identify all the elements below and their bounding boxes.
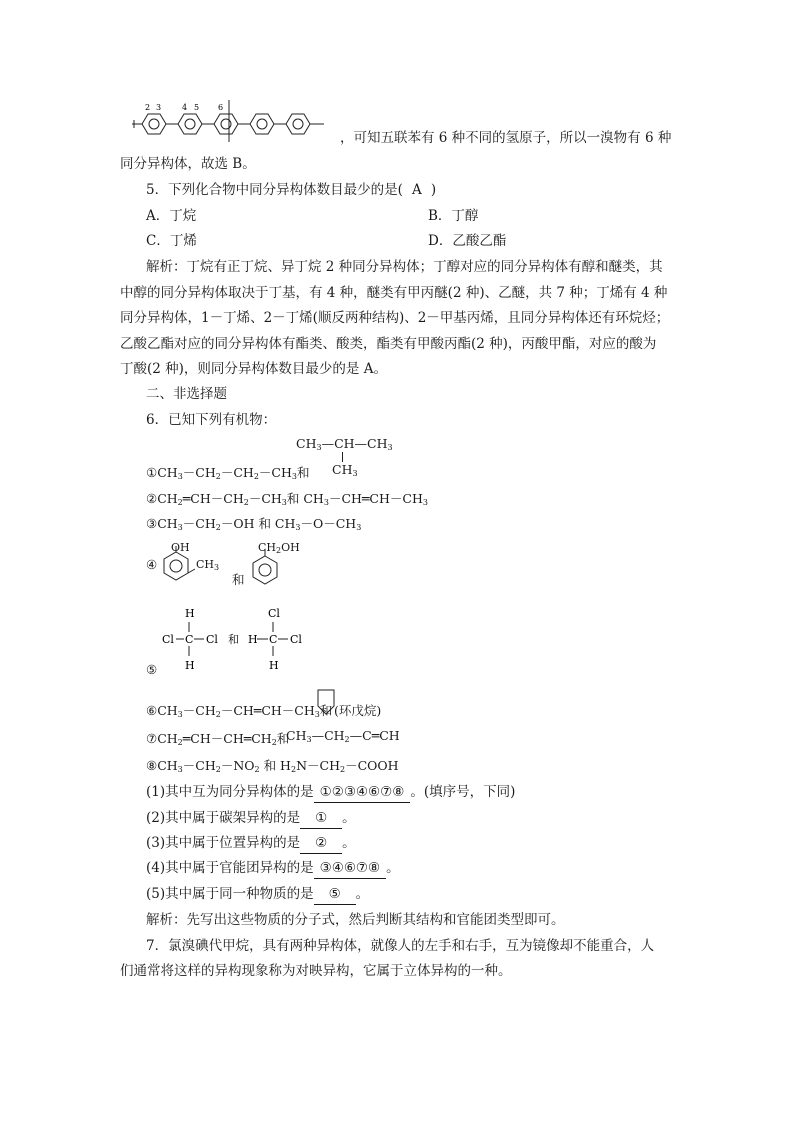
isobutane-formula: $CH_3—CH—CH_3$ xyxy=(296,436,393,452)
q6-stem: 6．已知下列有机物： xyxy=(146,412,277,428)
item-8-nitroethane-glycine: $⑧CH_3-CH_2-NO_2$ 和 $H_2N-CH_2-COOH$ xyxy=(146,758,399,774)
isobutane-branch: $CH_3$ xyxy=(332,462,358,478)
section-heading: 二、非选择题 xyxy=(146,386,227,402)
item-6-pentene: $⑥CH_3-CH_2-CH═CH-CH_3$和 xyxy=(146,703,333,719)
q5-analysis-line: 同分异构体，1－丁烯、2－丁烯(顺反两种结构)、2－甲基丙烯，且同分异构体还有环烷烃； xyxy=(120,310,670,326)
cl-atom: Cl xyxy=(162,633,174,646)
item-7-butadiene: $⑦CH_2═CH-CH═CH_2$和 xyxy=(146,731,290,747)
q5-option-a: A．丁烷 xyxy=(146,208,197,224)
and-label: 和 xyxy=(228,633,239,646)
h-atom: H xyxy=(248,633,258,646)
q6-subquestion-4: (4)其中属于官能团异构的是 ③④⑥⑦⑧ 。 xyxy=(146,858,400,879)
c-atom: C xyxy=(269,633,278,646)
q5-option-d: D．乙酸乙酯 xyxy=(428,233,507,249)
methyl-label: $CH_3$ xyxy=(196,558,220,572)
cyclopentane-note: (环戊烷) xyxy=(334,703,382,718)
answer-blank: ①②③④⑥⑦⑧ xyxy=(314,782,411,803)
position-label: 4 xyxy=(182,103,188,112)
q5-analysis-line: 丁酸(2 种)，则同分异构体数目最少的是 A。 xyxy=(120,361,387,377)
butyne-formula: $CH_3—CH_2—C═CH$ xyxy=(286,728,400,744)
c-atom: C xyxy=(185,633,194,646)
pentaphenyl-conclusion: ，可知五联苯有 6 种不同的氢原子，所以一溴物有 6 种 xyxy=(340,130,672,146)
cyclopentane-structure xyxy=(316,688,336,716)
q7-line: 7．氯溴碘代甲烷，具有两种异构体，就像人的左手和右手，互为镜像却不能重合，人 xyxy=(146,938,655,954)
q6-analysis: 解析：先写出这些物质的分子式，然后判断其结构和官能团类型即可。 xyxy=(146,912,565,928)
position-label: 5 xyxy=(194,103,200,112)
item-1-butane: $①CH_3-CH_2-CH_2-CH_3$和 xyxy=(146,465,310,481)
q5-analysis-line: 中醇的同分异构体取决于丁基，有 4 种，醚类有甲丙醚(2 种)、乙醚，共 7 种；丁烯有 4 种 xyxy=(120,285,668,301)
hydroxyl-label: OH xyxy=(171,541,190,554)
h-atom: H xyxy=(185,607,195,620)
q5-option-b: B．丁醇 xyxy=(428,208,479,224)
q5-stem xyxy=(146,180,436,200)
cl-atom: Cl xyxy=(268,607,280,620)
q6-subquestion-1: (1)其中互为同分异构体的是 ①②③④⑥⑦⑧ 。(填序号，下同) xyxy=(146,782,515,803)
q5-analysis-line: 解析：丁烷有正丁烷、异丁烷 2 种同分异构体；丁醇对应的同分异构体有醇和醚类，其 xyxy=(146,259,663,275)
dichloromethane-structures xyxy=(160,604,310,676)
answer-blank: ③④⑥⑦⑧ xyxy=(314,858,387,879)
q7-line: 们通常将这样的异构现象称为对映异构，它属于立体异构的一种。 xyxy=(120,963,512,979)
q5-analysis-line: 乙酸乙酯对应的同分异构体有酯类、酸类，酯类有甲酸丙酯(2 种)，丙酸甲酯，对应的酸为 xyxy=(120,336,657,352)
answer-blank: ② xyxy=(300,833,342,854)
item-3-ethanol-ether: $③CH_3-CH_2-OH$ 和 $CH_3-O-CH_3$ xyxy=(146,516,362,532)
q5-stem-close: ) xyxy=(430,182,437,198)
pentaphenyl-conclusion-2: 同分异构体，故选 B。 xyxy=(120,156,256,172)
q6-subquestion-3: (3)其中属于位置异构的是 ② 。 xyxy=(146,833,356,854)
item-2-butenes: $②CH_2═CH-CH_2-CH_3$和 $CH_3-CH═CH-CH_3$ xyxy=(146,491,428,507)
cl-atom: Cl xyxy=(206,633,218,646)
ch2oh-label: $CH_2OH$ xyxy=(258,541,300,555)
position-label: 6 xyxy=(218,103,224,112)
q5-stem-text: 5．下列化合物中同分异构体数目最少的是( xyxy=(146,182,403,198)
item-4-number: ④ xyxy=(146,557,158,572)
item-5-number: ⑤ xyxy=(146,662,158,677)
answer-blank: ⑤ xyxy=(314,884,356,905)
position-label: 2 xyxy=(145,103,151,112)
pentaphenyl-structure xyxy=(128,98,338,144)
q6-subquestion-5: (5)其中属于同一种物质的是 ⑤ 。 xyxy=(146,884,369,905)
q5-option-c: C．丁烯 xyxy=(146,233,197,249)
h-atom: H xyxy=(185,659,195,672)
position-label: 3 xyxy=(156,103,162,112)
q5-answer: A xyxy=(411,182,422,198)
h-atom: H xyxy=(269,659,279,672)
cl-atom: Cl xyxy=(290,633,302,646)
answer-blank: ① xyxy=(300,808,342,829)
and-label: 和 xyxy=(232,572,245,587)
q6-subquestion-2: (2)其中属于碳架异构的是 ① 。 xyxy=(146,808,356,829)
